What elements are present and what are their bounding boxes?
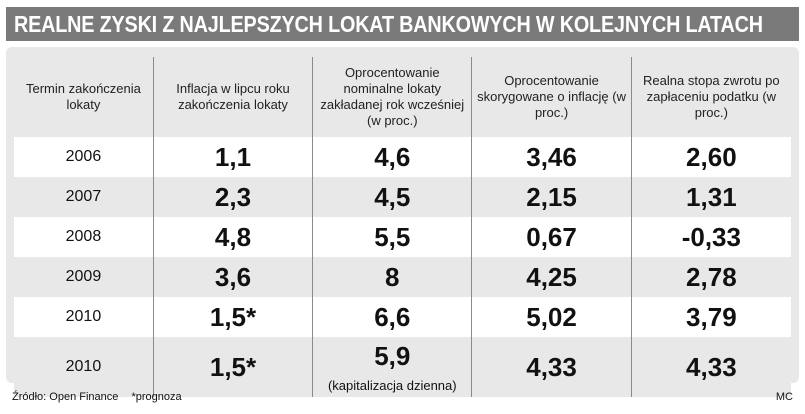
header-inflacja: Inflacja w lipcu roku zakończenia lokaty — [154, 57, 313, 137]
cell-real: 2,60 — [632, 137, 791, 177]
cell-year: 2007 — [14, 177, 154, 217]
source-label: Źródło: Open Finance — [12, 391, 119, 403]
cell-real: 4,33 — [632, 337, 791, 397]
cell-real: -0,33 — [632, 217, 791, 257]
footer — [12, 391, 793, 403]
forecast-note: *prognoza — [131, 391, 182, 403]
table-row — [14, 177, 791, 217]
cell-inflation: 2,3 — [154, 177, 313, 217]
cell-nominal: 4,5 — [313, 177, 472, 217]
cell-nominal: 4,6 — [313, 137, 472, 177]
cell-nominal-note: (kapitalizacja dzienna) — [327, 378, 457, 393]
cell-nominal-value: 5,9 — [374, 341, 411, 371]
cell-year: 2010 — [14, 297, 154, 337]
cell-inflation: 1,5* — [154, 337, 313, 397]
author-initials: MC — [775, 391, 793, 403]
cell-year: 2006 — [14, 137, 154, 177]
cell-adjusted: 3,46 — [472, 137, 631, 177]
table-row — [14, 257, 791, 297]
table-row — [14, 217, 791, 257]
cell-nominal: 8 — [313, 257, 472, 297]
table-row — [14, 297, 791, 337]
cell-nominal — [313, 337, 472, 397]
cell-adjusted: 0,67 — [472, 217, 631, 257]
cell-adjusted: 5,02 — [472, 297, 631, 337]
table-row — [14, 337, 791, 397]
page-title: REALNE ZYSKI Z NAJLEPSZYCH LOKAT BANKOWYCH W KOLEJNYCH LATACH — [14, 10, 763, 37]
data-table-panel — [6, 47, 799, 393]
cell-year: 2010 — [14, 337, 154, 397]
cell-inflation: 1,5* — [154, 297, 313, 337]
cell-real: 3,79 — [632, 297, 791, 337]
title-bar — [6, 7, 799, 41]
cell-real: 2,78 — [632, 257, 791, 297]
header-oprocentowanie-nominalne: Oprocentowanie nominalne lokaty zakładanej rok wcześniej (w proc.) — [313, 57, 472, 137]
cell-year: 2009 — [14, 257, 154, 297]
header-realna-stopa: Realna stopa zwrotu po zapłaceniu podatku (w proc.) — [643, 73, 780, 120]
cell-adjusted: 2,15 — [472, 177, 631, 217]
data-table — [14, 57, 791, 397]
cell-inflation: 3,6 — [154, 257, 313, 297]
cell-real: 1,31 — [632, 177, 791, 217]
footer-left — [12, 391, 182, 403]
cell-adjusted: 4,33 — [472, 337, 631, 397]
cell-nominal: 5,5 — [313, 217, 472, 257]
cell-nominal: 6,6 — [313, 297, 472, 337]
table-header-row — [14, 57, 791, 137]
cell-adjusted: 4,25 — [472, 257, 631, 297]
table-row — [14, 137, 791, 177]
cell-inflation: 4,8 — [154, 217, 313, 257]
header-termin: Termin zakończenia lokaty — [14, 57, 154, 137]
cell-inflation: 1,1 — [154, 137, 313, 177]
header-oprocentowanie-skorygowane: Oprocentowanie skorygowane o inflację (w proc.) — [472, 57, 631, 137]
cell-year: 2008 — [14, 217, 154, 257]
